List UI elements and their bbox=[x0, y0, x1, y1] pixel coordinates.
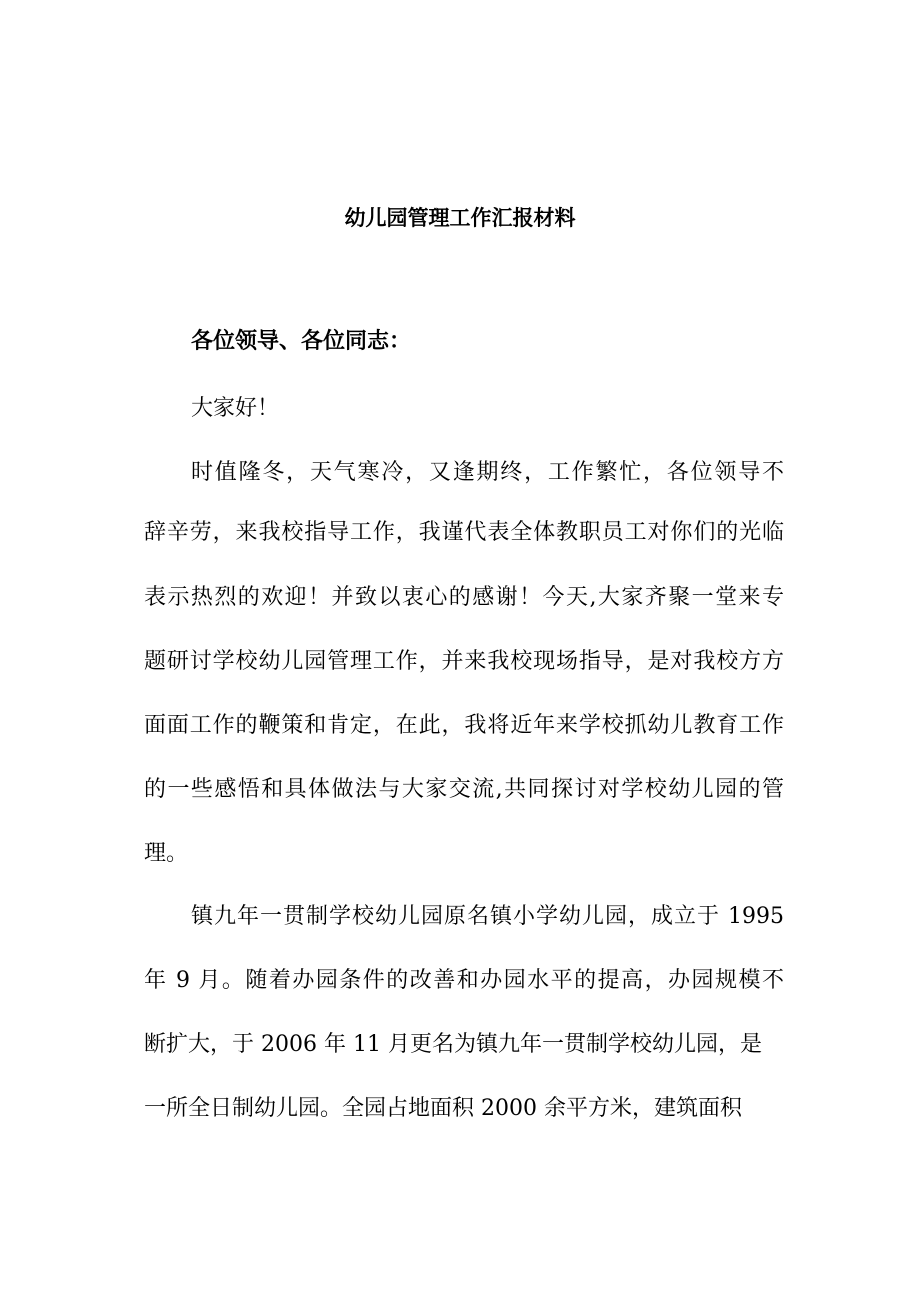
paragraph-line: 面面工作的鞭策和肯定，在此，我将近年来学校抓幼儿教育工作 bbox=[144, 713, 784, 738]
paragraph-line: 的一些感悟和具体做法与大家交流,共同探讨对学校幼儿园的管 bbox=[144, 777, 784, 802]
paragraph-line: 断扩大，于 2006 年 11 月更名为镇九年一贯制学校幼儿园，是 bbox=[144, 1032, 762, 1057]
paragraph-line: 一所全日制幼儿园。全园占地面积 2000 余平方米，建筑面积 bbox=[144, 1096, 742, 1121]
salutation: 各位领导、各位同志： bbox=[191, 328, 412, 354]
paragraph-line: 年 9 月。随着办园条件的改善和办园水平的提高，办园规模不 bbox=[144, 968, 784, 993]
greeting: 大家好！ bbox=[191, 396, 280, 421]
paragraph-line: 题研讨学校幼儿园管理工作，并来我校现场指导，是对我校方方 bbox=[144, 649, 784, 674]
paragraph-line: 镇九年一贯制学校幼儿园原名镇小学幼儿园，成立于 1995 bbox=[191, 904, 784, 929]
paragraph-line: 表示热烈的欢迎！并致以衷心的感谢！今天,大家齐聚一堂来专 bbox=[144, 585, 784, 610]
paragraph-line: 辞辛劳，来我校指导工作，我谨代表全体教职员工对你们的光临 bbox=[144, 520, 784, 545]
paragraph-line: 时值隆冬，天气寒冷，又逢期终，工作繁忙，各位领导不 bbox=[191, 460, 784, 485]
paragraph-line: 理。 bbox=[144, 841, 189, 866]
document-title: 幼儿园管理工作汇报材料 bbox=[344, 205, 576, 230]
